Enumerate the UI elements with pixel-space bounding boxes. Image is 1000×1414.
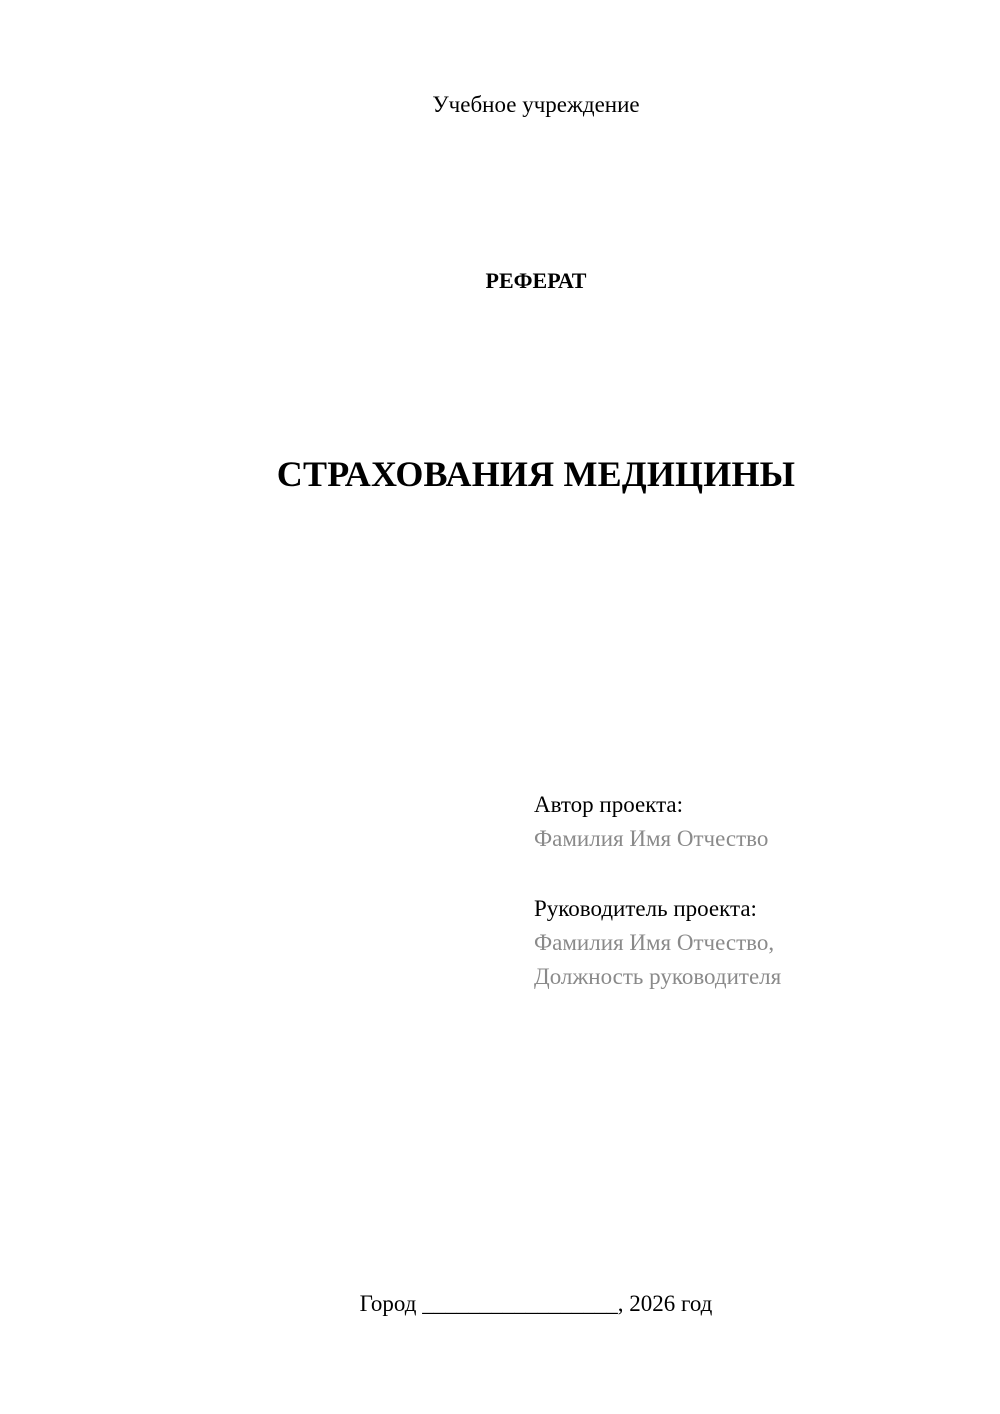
author-name: Фамилия Имя Отчество: [534, 826, 769, 851]
document-type: РЕФЕРАТ: [485, 268, 587, 293]
document-title: СТРАХОВАНИЯ МЕДИЦИНЫ: [276, 454, 796, 494]
credit-spacer: [534, 856, 974, 892]
supervisor-label: Руководитель проекта:: [534, 896, 757, 921]
supervisor-position: Должность руководителя: [534, 964, 782, 989]
credits-block: [534, 788, 974, 994]
author-label: Автор проекта:: [534, 792, 683, 817]
supervisor-name: Фамилия Имя Отчество,: [534, 930, 775, 955]
city-year-line: Город _________________, 2026 год: [359, 1291, 713, 1316]
institution-name: Учебное учреждение: [432, 92, 640, 117]
